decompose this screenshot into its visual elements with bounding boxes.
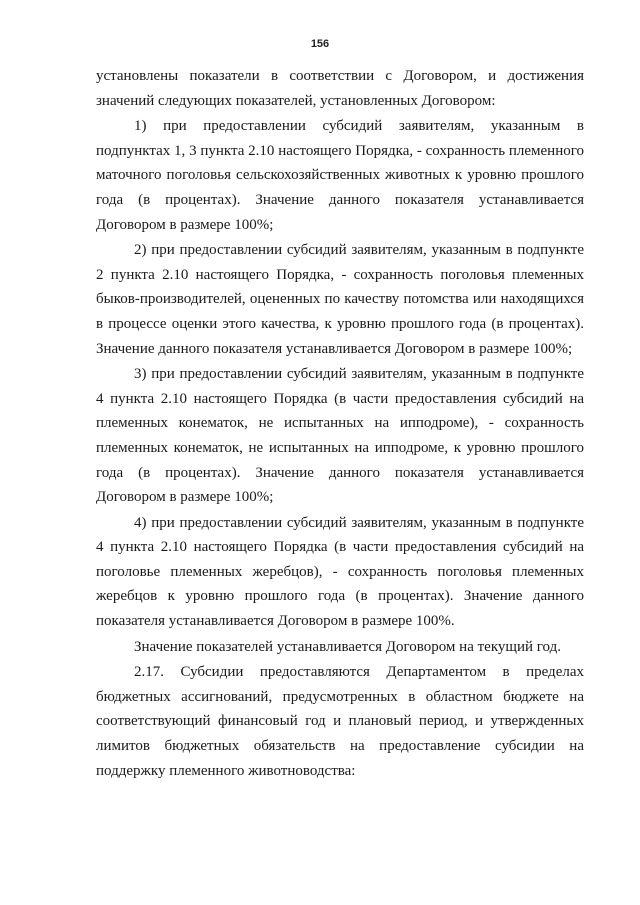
document-body	[96, 64, 584, 783]
paragraph-item-2: 2) при предоставлении субсидий заявителям, указанным в подпункте 2 пункта 2.10 настоящего Порядка, - сохранность поголовья племенных быков-производителей, оцененных по качеству потомства или находящихся в процессе оценки этого качества, к уровню прошлого года (в процентах). Значение данного показателя устанавливается Договором в размере 100%;	[96, 242, 584, 357]
paragraph-item-3: 3) при предоставлении субсидий заявителям, указанным в подпункте 4 пункта 2.10 настоящего Порядка (в части предоставления субсидий на племенных конематок, не испытанных на ипподроме), - сохранность племенных конематок, не испытанных на ипподроме, к уровню прошлого года (в процентах). Значение данного показателя устанавливается Договором в размере 100%;	[96, 366, 584, 506]
paragraph-item-1: 1) при предоставлении субсидий заявителям, указанным в подпунктах 1, 3 пункта 2.10 настоящего Порядка, - сохранность племенного маточного поголовья сельскохозяйственных животных к уровню прошлого года (в процентах). Значение данного показателя устанавливается Договором в размере 100%;	[96, 118, 584, 233]
paragraph-section-2-17: 2.17. Субсидии предоставляются Департаментом в пределах бюджетных ассигнований, предусмотренных в областном бюджете на соответствующий финансовый год и плановый период, и утвержденных лимитов бюджетных обязательств на предоставление субсидии на поддержку племенного животноводства:	[96, 664, 584, 779]
paragraph-item-4: 4) при предоставлении субсидий заявителям, указанным в подпункте 4 пункта 2.10 настоящего Порядка (в части предоставления субсидий на поголовье племенных жеребцов), - сохранность поголовья племенных жеребцов к уровню прошлого года (в процентах). Значение данного показателя устанавливается Договором в размере 100%.	[96, 514, 584, 630]
paragraph-indicator-values: Значение показателей устанавливается Договором на текущий год.	[134, 638, 561, 655]
paragraph-intro-continuation: установлены показатели в соответствии с Договором, и достижения значений следующих показателей, установленных Договором:	[96, 68, 584, 109]
page-number: 156	[310, 38, 330, 50]
